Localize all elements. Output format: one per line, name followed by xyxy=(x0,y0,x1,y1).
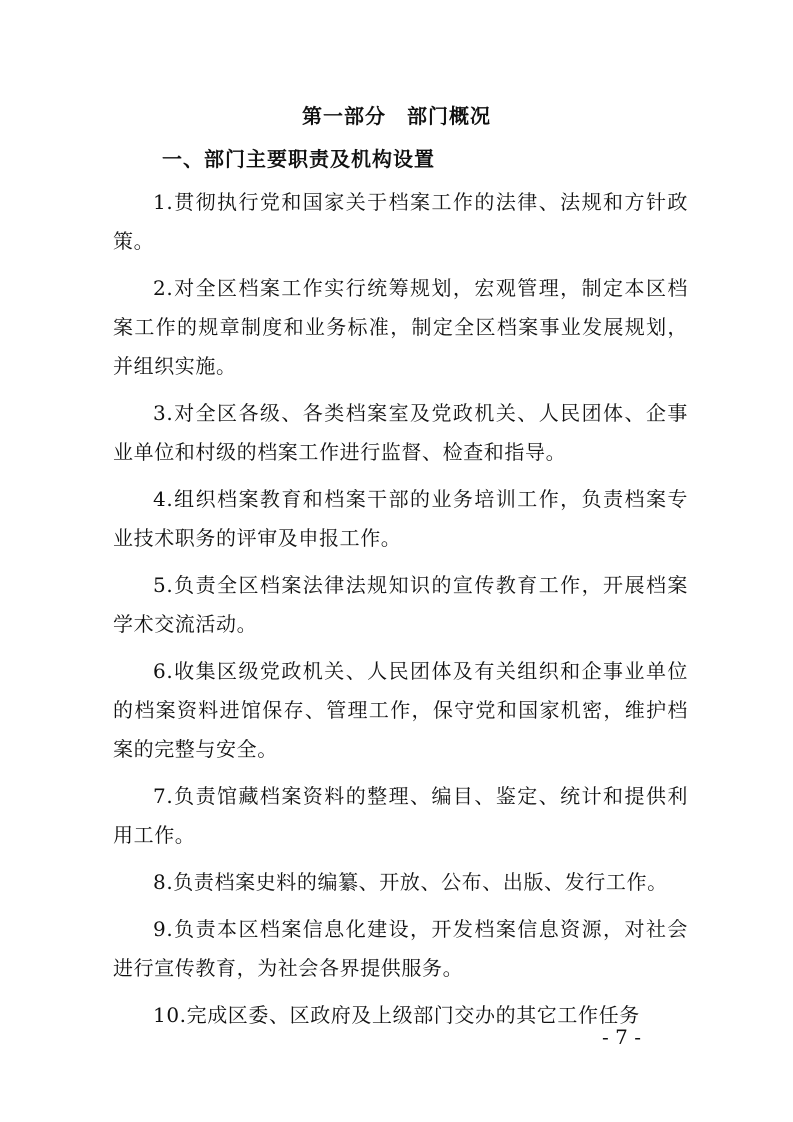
duty-paragraph-1: 1.贯彻执行党和国家关于档案工作的法律、法规和方针政策。 xyxy=(113,190,688,253)
duties-list xyxy=(113,183,688,1035)
duty-paragraph-9: 9.负责本区档案信息化建设，开发档案信息资源，对社会进行宣传教育，为社会各界提供服务。 xyxy=(113,917,688,980)
duty-paragraph-3: 3.对全区各级、各类档案室及党政机关、人民团体、企事业单位和村级的档案工作进行监督、检查和指导。 xyxy=(113,401,688,464)
duty-paragraph-2: 2.对全区档案工作实行统筹规划，宏观管理，制定本区档案工作的规章制度和业务标准，制定全区档案事业发展规划，并组织实施。 xyxy=(113,276,688,378)
page-number: - 7 - xyxy=(602,1025,641,1049)
part-title: 第一部分 部门概况 xyxy=(302,104,491,128)
duty-paragraph-5: 5.负责全区档案法律法规知识的宣传教育工作，开展档案学术交流活动。 xyxy=(113,573,688,636)
duty-paragraph-7: 7.负责馆藏档案资料的整理、编目、鉴定、统计和提供利用工作。 xyxy=(113,784,688,847)
section-heading: 一、部门主要职责及机构设置 xyxy=(162,147,435,171)
duty-paragraph-6: 6.收集区级党政机关、人民团体及有关组织和企事业单位的档案资料进馆保存、管理工作，保守党和国家机密，维护档案的完整与安全。 xyxy=(113,659,688,761)
duty-paragraph-4: 4.组织档案教育和档案干部的业务培训工作，负责档案专业技术职务的评审及申报工作。 xyxy=(113,487,688,550)
duty-paragraph-8: 8.负责档案史料的编纂、开放、公布、出版、发行工作。 xyxy=(153,870,668,894)
duty-paragraph-10: 10.完成区委、区政府及上级部门交办的其它工作任务 xyxy=(153,1003,640,1027)
